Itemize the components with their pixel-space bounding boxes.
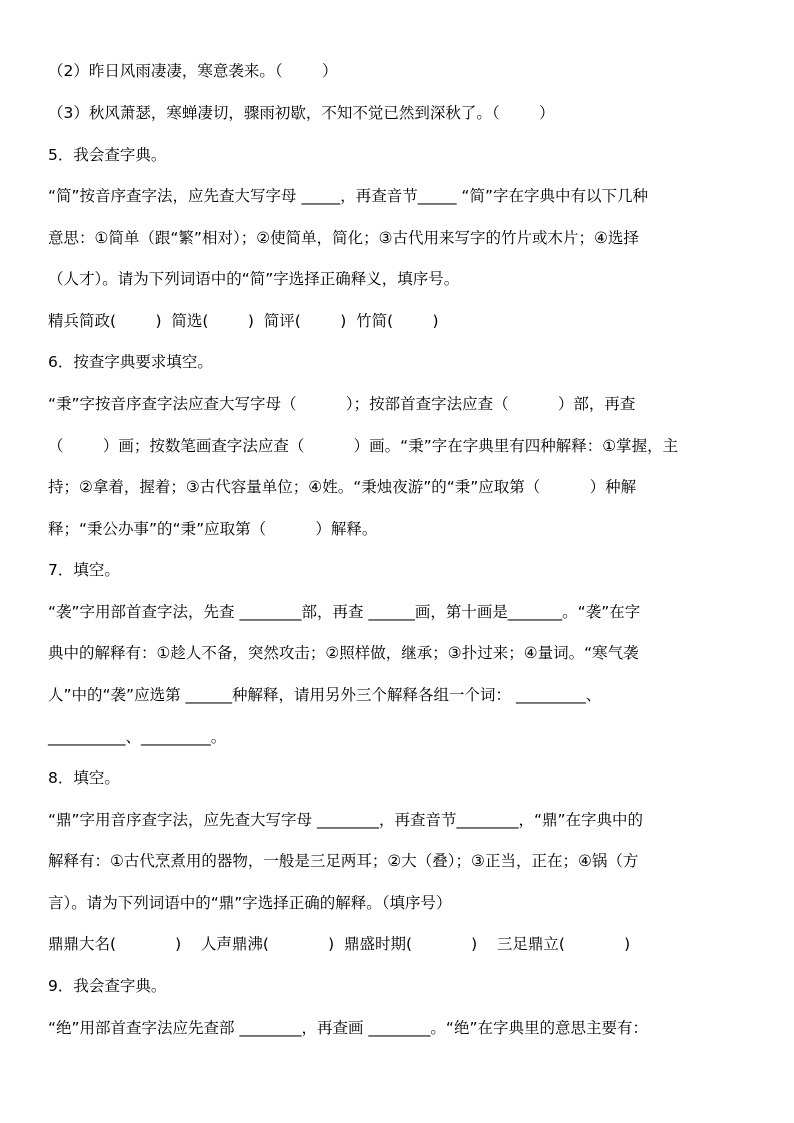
question-8-line-1: “鼎”字用音序查字法，应先查大写字母 ________，再查音节________，“鼎”在字典中的	[48, 811, 644, 829]
question-8-line-3: 言）。请为下列词语中的“鼎”字选择正确的解释。（填序号）	[48, 894, 452, 912]
question-9-title: 9．我会查字典。	[48, 977, 167, 995]
question-5-answers: 精兵简政( ) 简选( ) 简评( ) 竹简( )	[48, 312, 439, 330]
question-7-line-1: “袭”字用部首查字法，先查 ________部，再查 ______画，第十画是_______。“袭”在字	[48, 603, 641, 621]
question-8-line-2: 解释有：①古代烹煮用的器物，一般是三足两耳；②大（叠）；③正当，正在；④锅（方	[48, 852, 639, 870]
question-7-line-4: __________、_________。	[48, 728, 227, 746]
question-7-title: 7．填空。	[48, 561, 120, 579]
item-4-2: （2）昨日风雨凄凄，寒意袭来。（ ）	[48, 62, 338, 80]
question-7-line-2: 典中的解释有：①趁人不备，突然攻击；②照样做，继承；③扑过来；④量词。“寒气袭	[48, 644, 639, 662]
question-9-line-1: “绝”用部首查字法应先查部 ________，再查画 ________。“绝”在字典里的意思主要有：	[48, 1019, 648, 1037]
question-6-line-2: （ ）画；按数笔画查字法应查（ ）画。“秉”字在字典里有四种解释：①掌握，主	[48, 437, 679, 455]
question-5-title: 5．我会查字典。	[48, 146, 167, 164]
question-6-line-4: 释；“秉公办事”的“秉”应取第（ ）解释。	[48, 520, 378, 538]
item-4-3: （3）秋风萧瑟，寒蝉凄切，骤雨初歇，不知不觉已然到深秋了。（ ）	[48, 104, 555, 122]
question-8-answers: 鼎鼎大名( ) 人声鼎沸( ) 鼎盛时期( ) 三足鼎立( )	[48, 935, 631, 953]
question-8-title: 8．填空。	[48, 769, 120, 787]
question-5-line-3: （人才）。请为下列词语中的“简”字选择正确释义，填序号。	[48, 270, 460, 288]
question-7-line-3: 人”中的“袭”应选第 ______种解释，请用另外三个解释各组一个词： _________、	[48, 686, 602, 704]
question-6-line-1: “秉”字按音序查字法应查大写字母（ ）；按部首查字法应查（ ）部，再查	[48, 395, 636, 413]
question-6-line-3: 持；②拿着，握着；③古代容量单位；④姓。“秉烛夜游”的“秉”应取第（ ）种解	[48, 478, 637, 496]
question-6-title: 6．按查字典要求填空。	[48, 353, 213, 371]
question-5-line-2: 意思：①简单（跟“繁”相对）；②使简单，简化；③古代用来写字的竹片或木片；④选择	[48, 229, 639, 247]
question-5-line-1: “简”按音序查字法，应先查大写字母 _____，再查音节_____ “简”字在字典中有以下几种	[48, 187, 648, 205]
